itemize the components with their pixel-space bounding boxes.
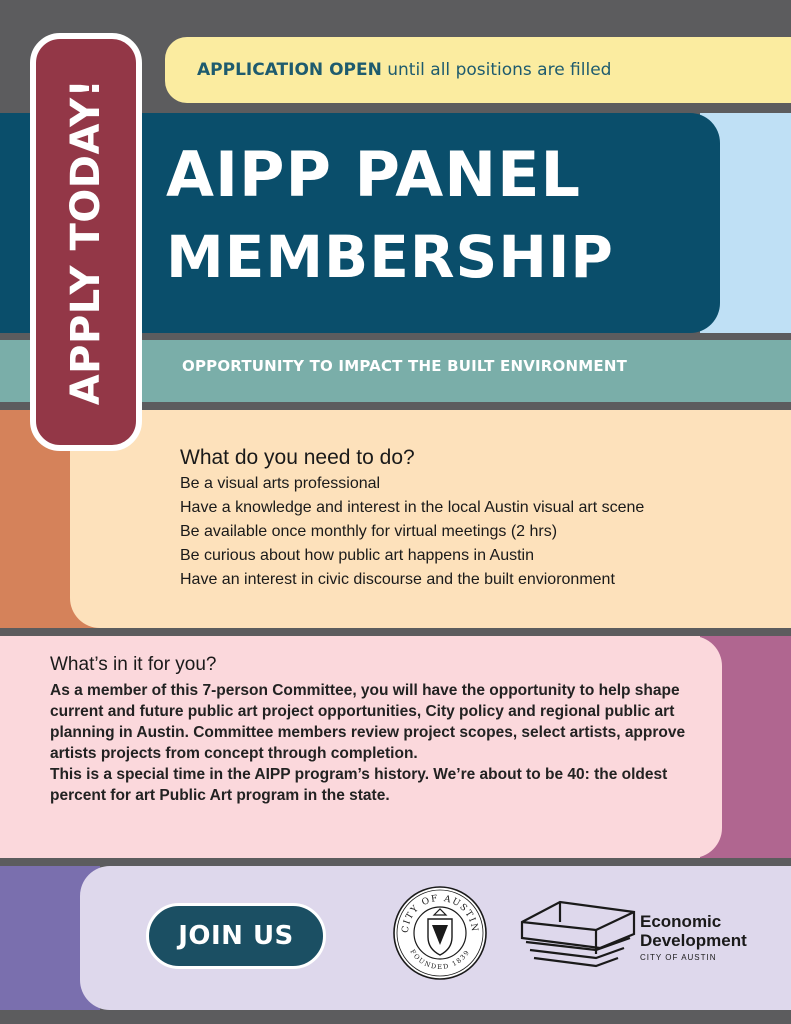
bottom-bar [0,1010,791,1024]
econ-dev-line-1: Economic [640,912,722,931]
application-open-banner [197,60,611,80]
banner-rest: until all positions are filled [381,60,612,80]
benefits-body [50,680,710,806]
apply-today-label: APPLY TODAY! [63,78,109,406]
list-item: Have an interest in civic discourse and the built envioronment [180,571,615,588]
econ-dev-line-2: Development [640,931,747,950]
city-of-austin-seal-icon [392,885,488,981]
list-item: Be a visual arts professional [180,475,381,492]
benefits-paragraph-1: As a member of this 7-person Committee, you will have the opportunity to help shape current and future public art project opportunities, City policy and regional public art planning in Austin. Committee members review project scopes, select artists, approve artists projects from concept through completion. [50,682,686,762]
list-item: Have a knowledge and interest in the local Austin visual art scene [180,499,645,516]
needs-heading: What do you need to do? [180,446,415,469]
list-item: Be curious about how public art happens in Austin [180,547,535,564]
needs-list [180,472,644,592]
title-line-2: MEMBERSHIP [166,223,614,291]
econ-dev-line-3: CITY OF AUSTIN [640,953,717,962]
banner-emphasis: APPLICATION OPEN [197,60,382,80]
list-item: Be available once monthly for virtual meetings (2 hrs) [180,523,558,540]
join-us-button[interactable]: JOIN US [146,903,326,969]
benefits-heading: What’s in it for you? [50,654,217,675]
economic-development-building-icon [518,892,636,972]
seal-bottom-text: FOUNDED 1839 [408,947,472,972]
seal-top-text: CITY OF AUSTIN [400,893,480,934]
tagline: OPPORTUNITY TO IMPACT THE BUILT ENVIRONMENT [182,357,628,375]
benefits-paragraph-2: This is a special time in the AIPP program’s history. We’re about to be 40: the oldest percent for art Public Art program in the state. [50,766,668,804]
title-line-1: AIPP PANEL [166,138,581,211]
